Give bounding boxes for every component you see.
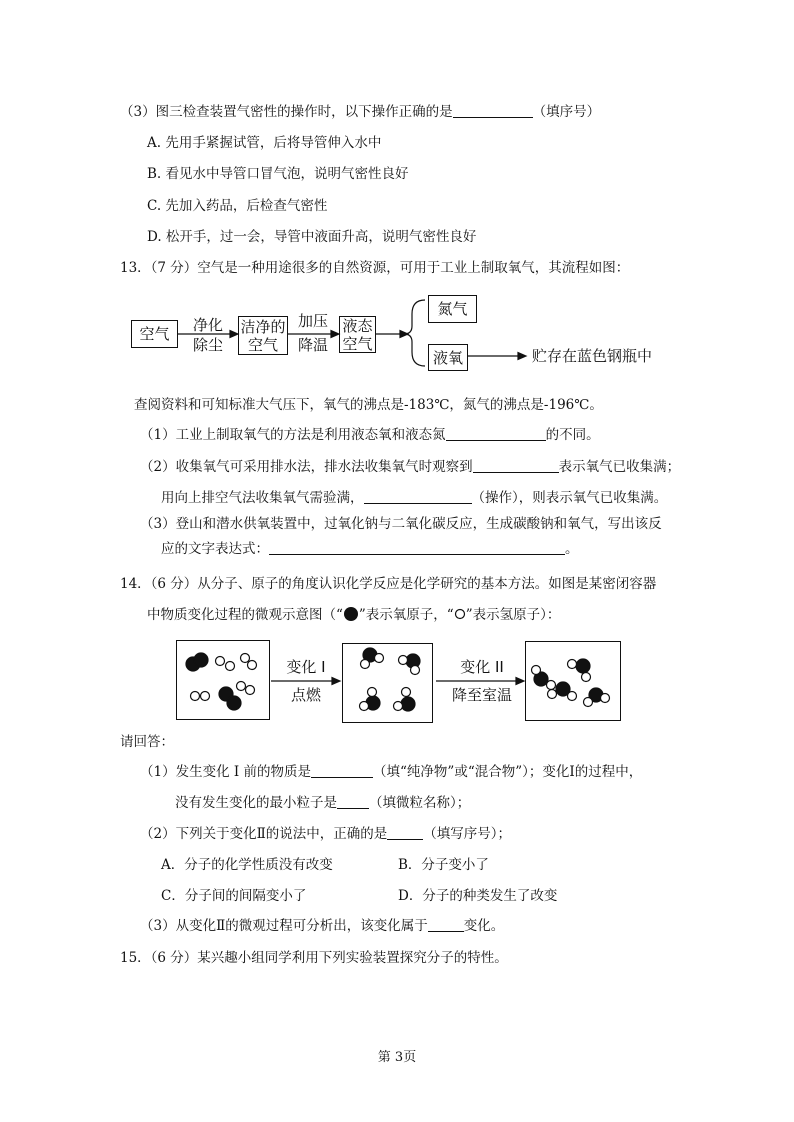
q13-stem: 13．（7 分）空气是一种用途很多的自然资源，可用于工业上制取氧气，其流程如图： bbox=[120, 260, 630, 276]
q14-answer-prompt: 请回答： bbox=[120, 734, 174, 750]
q13-info: 查阅资料和可知标准大气压下，氧气的沸点是-183℃，氮气的沸点是-196℃。 bbox=[134, 397, 603, 413]
q13-part3-cont: 应的文字表达式： 。 bbox=[161, 541, 579, 557]
flow-box-liquid-air: 液态 空气 bbox=[339, 316, 376, 353]
q14-part1: （1）发生变化 I 前的物质是 （填“纯净物”或“混合物”）；变化Ⅰ的过程中， bbox=[140, 764, 643, 780]
change2-condition: 降至室温 bbox=[451, 686, 512, 704]
page-number: 第 3页 bbox=[377, 1050, 417, 1065]
q13-part2-cont: 用向上排空气法收集氧气需验满， （操作），则表示氧气已收集满。 bbox=[161, 490, 668, 506]
flow-step1-top: 净化 bbox=[192, 316, 223, 334]
q14-part1-cont: 没有发生变化的最小粒子是 （填微粒名称）； bbox=[175, 795, 471, 811]
flow-storage-label: 贮存在蓝色钢瓶中 bbox=[532, 347, 653, 365]
q15-stem: 15．（6 分）某兴趣小组同学利用下列实验装置探究分子的特性。 bbox=[120, 950, 508, 966]
q14-part3: （3）从变化Ⅱ的微观过程可分析出，该变化属于 变化。 bbox=[140, 918, 505, 934]
q12-option-b: B. 看见水中导管口冒气泡，说明气密性良好 bbox=[147, 166, 409, 182]
answer-blank[interactable] bbox=[387, 825, 423, 840]
q13-part3: （3）登山和潜水供氧装置中，过氧化钠与二氧化碳反应，生成碳酸钠和氧气，写出该反 bbox=[140, 516, 662, 532]
q14-part2: （2）下列关于变化Ⅱ的说法中，正确的是 （填写序号）； bbox=[140, 826, 512, 842]
q13-part2: （2）收集氧气可采用排水法，排水法收集氧气时观察到 表示氧气已收集满； bbox=[140, 459, 681, 475]
change1-condition: 点燃 bbox=[290, 686, 321, 704]
answer-blank[interactable] bbox=[428, 917, 464, 932]
q12-option-d: D. 松开手，过一会，导管中液面升高，说明气密性良好 bbox=[147, 229, 477, 245]
flow-box-clean-air: 洁净的 空气 bbox=[238, 316, 288, 355]
flow-step1-bottom: 除尘 bbox=[192, 336, 223, 354]
q14-option-c: C．分子间的间隔变小了 bbox=[161, 888, 307, 904]
q12-stem: （3）图三检查装置气密性的操作时，以下操作正确的是 （填序号） bbox=[120, 104, 601, 120]
flow-box-liquid-oxygen: 液氧 bbox=[428, 344, 468, 371]
change1-label: 变化 I bbox=[286, 658, 326, 676]
flow-step2-bottom: 降温 bbox=[297, 336, 328, 354]
q14-stem-cont: 中物质变化过程的微观示意图（“ ”表示氧原子，“ ”表示氢原子）： bbox=[147, 607, 561, 623]
q13-part1: （1）工业上制取氧气的方法是利用液态氧和液态氮 的不同。 bbox=[140, 427, 600, 443]
q14-option-d: D．分子的种类发生了改变 bbox=[398, 888, 558, 904]
q14-option-b: B．分子变小了 bbox=[398, 857, 489, 873]
flow-box-air: 空气 bbox=[131, 320, 178, 348]
flow-step2-top: 加压 bbox=[297, 312, 328, 330]
change2-label: 变化 II bbox=[460, 658, 504, 676]
answer-blank[interactable] bbox=[311, 763, 373, 778]
q12-option-a: A. 先用手紧握试管，后将导管伸入水中 bbox=[147, 135, 382, 151]
answer-blank[interactable] bbox=[337, 794, 369, 809]
q12-option-c: C. 先加入药品，后检查气密性 bbox=[147, 198, 328, 214]
flow-box-nitrogen: 氮气 bbox=[428, 295, 477, 323]
q14-option-a: A．分子的化学性质没有改变 bbox=[161, 857, 333, 873]
q14-stem: 14．（6 分）从分子、原子的角度认识化学反应是化学研究的基本方法。如图是某密闭容器 bbox=[120, 576, 657, 592]
